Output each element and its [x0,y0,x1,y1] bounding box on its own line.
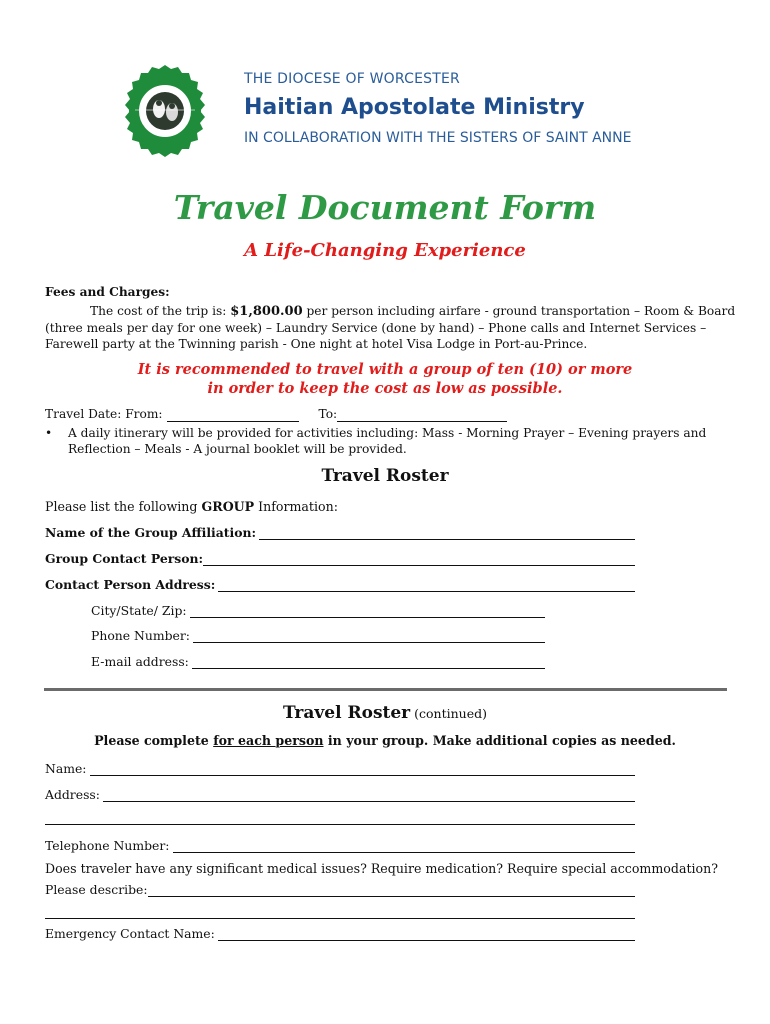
fees-heading: Fees and Charges: [45,285,170,299]
roster-continued-title: Travel Roster [283,703,411,723]
contact-address-line[interactable] [218,578,635,592]
traveler-address-field[interactable] [45,784,635,802]
travel-date-from-field[interactable] [167,409,299,422]
emergency-contact-line[interactable] [218,927,635,941]
fees-line-2: (three meals per day for one week) – Laundry Service (done by hand) – Phone calls and Internet Services – [45,321,707,335]
traveler-address-label: Address: [45,787,100,802]
describe-line-2[interactable] [45,918,635,919]
phone-number-line[interactable] [193,629,545,643]
please-describe-field[interactable] [45,879,635,897]
city-state-zip-line[interactable] [190,604,545,618]
travel-date-from-label: Travel Date: From: [45,407,163,421]
form-title: Travel Document Form [173,188,597,227]
group-affiliation-field[interactable] [45,522,635,540]
trip-price: $1,800.00 [230,304,303,319]
fees-line-3: Farewell party at the Twinning parish - One night at hotel Visa Lodge in Port-au-Prince. [45,337,588,351]
phone-number-field[interactable] [91,625,545,643]
recommendation-line-1: It is recommended to travel with a group of ten (10) or more [137,361,633,378]
recommendation-line-2: in order to keep the cost as low as possible. [207,380,563,397]
itinerary-line-2: Reflection – Meals - A journal booklet will be provided. [68,442,407,456]
telephone-number-label: Telephone Number: [45,838,170,853]
instructions-underlined: for each person [213,733,324,748]
traveler-address-line-2[interactable] [45,824,635,825]
contact-address-field[interactable] [45,574,635,592]
fees-line-1 [45,303,745,320]
roster-intro [45,499,338,515]
roster-intro-pre: Please list the following [45,499,202,514]
fees-cost-label: The cost of the trip is: [90,304,231,318]
traveler-name-label: Name: [45,761,87,776]
please-describe-label: Please describe: [45,882,148,897]
form-subtitle: A Life-Changing Experience [244,240,526,261]
ministry-seal-icon [118,64,212,158]
ministry-seal-logo [118,64,212,158]
itinerary-text [68,425,748,457]
roster-continued-suffix: (continued) [410,706,487,721]
medical-question: Does traveler have any significant medical issues? Require medication? Require special accommodation? [45,861,718,876]
ministry-name: Haitian Apostolate Ministry [244,95,585,120]
telephone-number-line[interactable] [173,839,636,853]
group-affiliation-line[interactable] [259,526,635,540]
traveler-name-line[interactable] [90,762,636,776]
group-affiliation-label: Name of the Group Affiliation: [45,525,257,540]
travel-date-row [45,406,515,422]
itinerary-bullet: • [45,426,53,440]
travel-date-to-field[interactable] [337,409,507,422]
itinerary-line-1: A daily itinerary will be provided for activities including: Mass - Morning Prayer – Evening prayers and [68,426,707,440]
fees-paragraph [45,303,745,352]
email-address-field[interactable] [91,651,545,669]
traveler-address-line[interactable] [103,788,635,802]
diocese-name: THE DIOCESE OF WORCESTER [244,71,460,87]
roster-heading: Travel Roster [321,466,449,486]
collaboration-line: IN COLLABORATION WITH THE SISTERS OF SAINT ANNE [244,130,632,146]
group-contact-label: Group Contact Person: [45,551,204,566]
phone-number-label: Phone Number: [91,628,190,643]
section-divider [44,688,727,691]
city-state-zip-field[interactable] [91,600,545,618]
email-address-line[interactable] [192,655,545,669]
group-contact-field[interactable] [45,548,635,566]
telephone-number-field[interactable] [45,835,635,853]
instructions-pre: Please complete [94,733,214,748]
emergency-contact-label: Emergency Contact Name: [45,926,215,941]
contact-address-label: Contact Person Address: [45,577,216,592]
group-contact-line[interactable] [203,552,635,566]
roster-intro-group: GROUP [201,499,255,514]
roster-continued-heading [0,703,770,723]
traveler-name-field[interactable] [45,758,635,776]
instructions-post: in your group. Make additional copies as needed. [323,733,676,748]
please-describe-line[interactable] [148,883,635,897]
travel-date-to-label: To: [318,407,338,421]
city-state-zip-label: City/State/ Zip: [91,603,187,618]
email-address-label: E-mail address: [91,654,189,669]
roster-intro-post: Information: [254,499,338,514]
emergency-contact-field[interactable] [45,923,635,941]
fees-includes: per person including airfare - ground transportation – Room & Board [302,304,736,318]
roster-instructions [0,733,770,749]
